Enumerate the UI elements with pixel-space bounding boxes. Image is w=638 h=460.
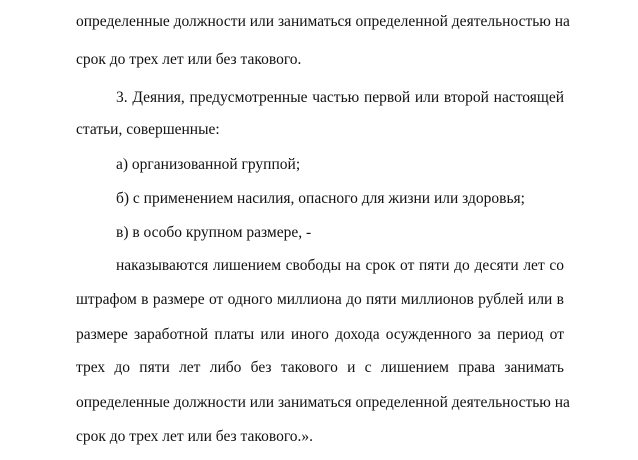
list-item: б) с применением насилия, опасного для жизни или здоровья; (116, 190, 525, 207)
text-line: размере заработной платы или иного дохода осужденного за период от (76, 326, 564, 343)
list-item: а) организованной группой; (116, 156, 301, 173)
text-line: статьи, совершенные: (76, 121, 220, 138)
text-line: трех до пяти лет либо без такового и с лишением права занимать (76, 359, 564, 376)
text-line: срок до трех лет или без такового.». (76, 428, 314, 445)
text-line: наказываются лишением свободы на срок от пяти до десяти лет со (116, 257, 564, 274)
text-line: 3. Деяния, предусмотренные частью первой или второй настоящей (116, 89, 564, 106)
text-line: срок до трех лет или без такового. (76, 51, 302, 68)
list-item: в) в особо крупном размере, - (116, 224, 312, 241)
text-line: определенные должности или заниматься определенной деятельностью на (76, 394, 570, 411)
text-line: штрафом в размере от одного миллиона до пяти миллионов рублей или в (76, 291, 564, 308)
text-line: определенные должности или заниматься определенной деятельностью на (76, 13, 570, 30)
